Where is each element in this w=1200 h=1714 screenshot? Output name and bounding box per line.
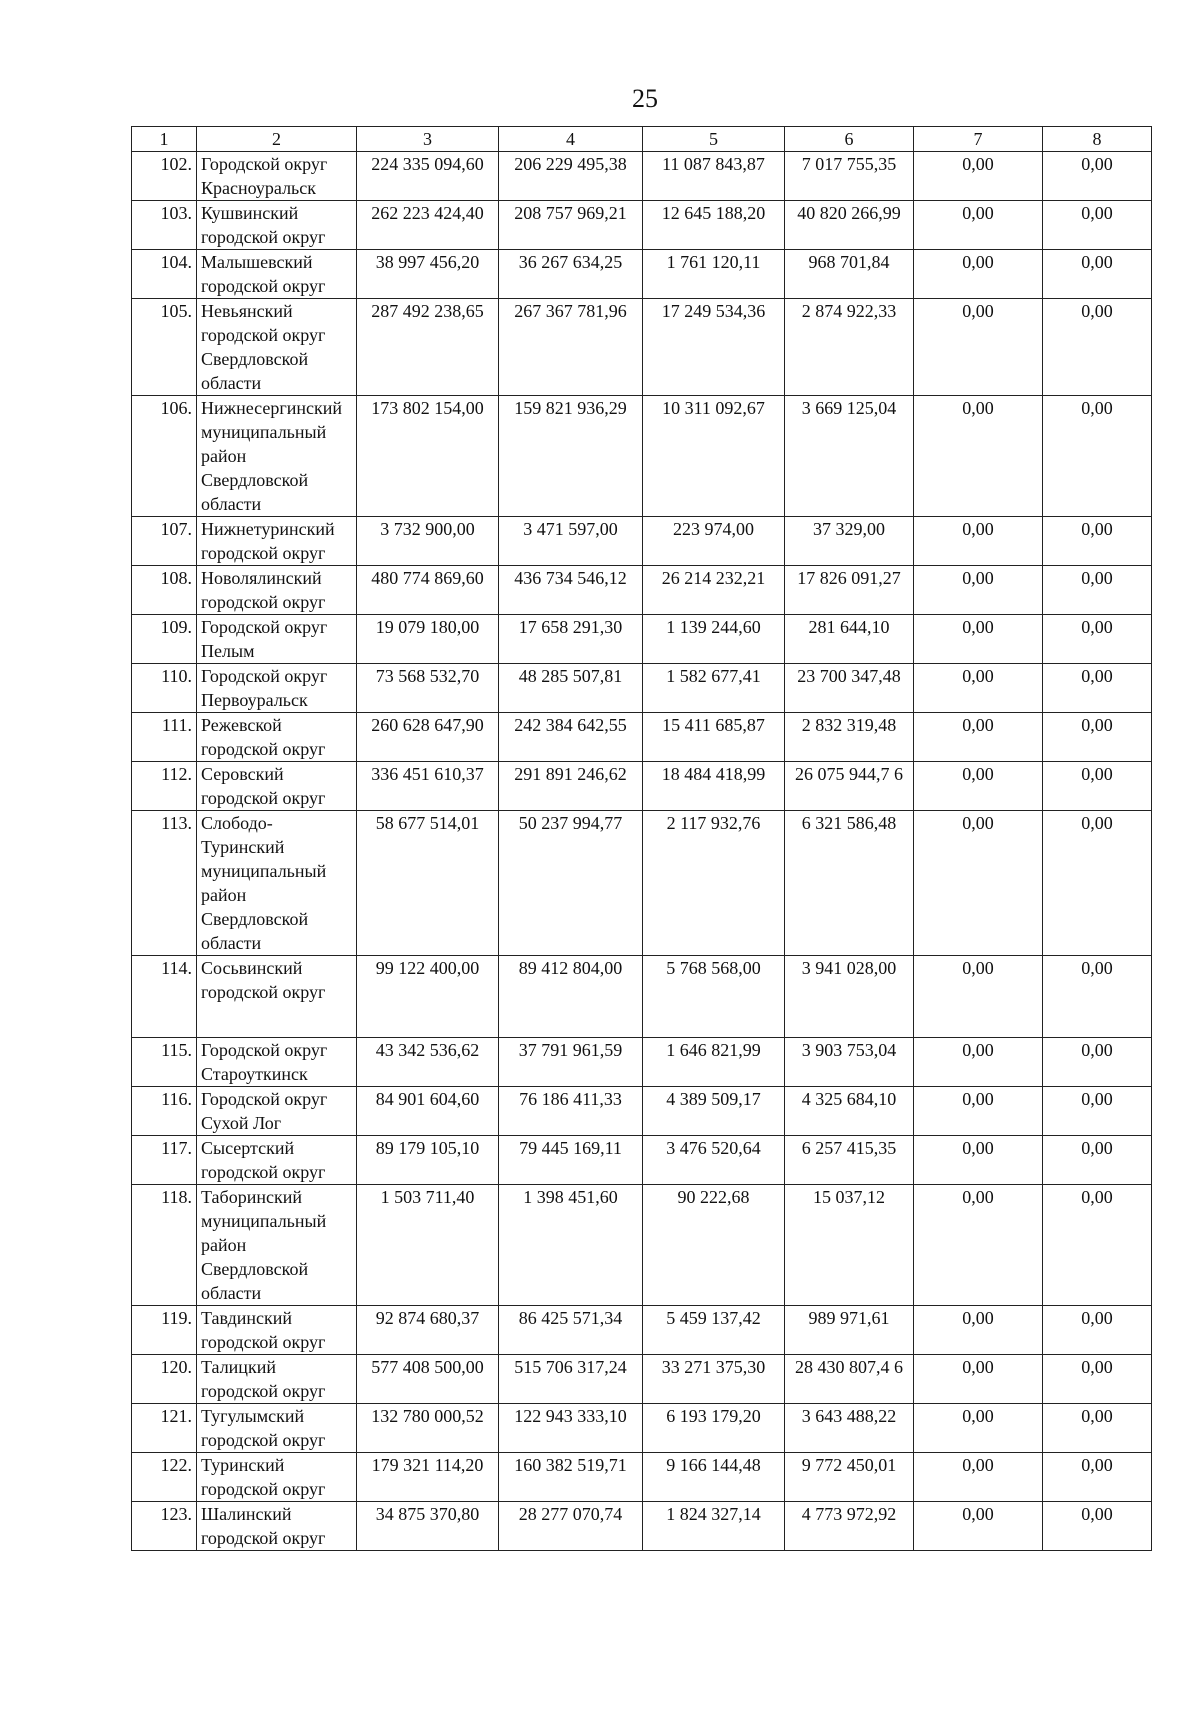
value-col-4: 160 382 519,71 (499, 1453, 643, 1502)
value-col-7: 0,00 (914, 152, 1043, 201)
table-row (132, 1404, 1152, 1453)
budget-table (131, 126, 1152, 1551)
value-col-5: 1 824 327,14 (643, 1502, 785, 1551)
municipality-name: Городской округ Сухой Лог (197, 1087, 357, 1136)
value-col-8: 0,00 (1043, 1306, 1152, 1355)
municipality-name: Городской округ Первоуральск (197, 664, 357, 713)
value-col-3: 73 568 532,70 (357, 664, 499, 713)
table-row (132, 615, 1152, 664)
value-col-3: 3 732 900,00 (357, 517, 499, 566)
table-row (132, 956, 1152, 1038)
value-col-5: 3 476 520,64 (643, 1136, 785, 1185)
value-col-3: 34 875 370,80 (357, 1502, 499, 1551)
value-col-4: 48 285 507,81 (499, 664, 643, 713)
column-header: 2 (197, 127, 357, 152)
column-header: 6 (785, 127, 914, 152)
municipality-name: Туринский городской округ (197, 1453, 357, 1502)
municipality-name: Сысертский городской округ (197, 1136, 357, 1185)
value-col-5: 1 646 821,99 (643, 1038, 785, 1087)
value-col-8: 0,00 (1043, 1355, 1152, 1404)
value-col-5: 26 214 232,21 (643, 566, 785, 615)
value-col-8: 0,00 (1043, 1136, 1152, 1185)
municipality-name: Режевской городской округ (197, 713, 357, 762)
value-col-6: 7 017 755,35 (785, 152, 914, 201)
municipality-name: Талицкий городской округ (197, 1355, 357, 1404)
value-col-7: 0,00 (914, 201, 1043, 250)
value-col-4: 36 267 634,25 (499, 250, 643, 299)
table-row (132, 1185, 1152, 1306)
value-col-7: 0,00 (914, 250, 1043, 299)
value-col-8: 0,00 (1043, 713, 1152, 762)
value-col-6: 2 874 922,33 (785, 299, 914, 396)
municipality-name: Кушвинский городской округ (197, 201, 357, 250)
row-number: 109. (132, 615, 197, 664)
value-col-3: 262 223 424,40 (357, 201, 499, 250)
table-row (132, 1038, 1152, 1087)
row-number: 120. (132, 1355, 197, 1404)
value-col-5: 1 761 120,11 (643, 250, 785, 299)
municipality-name: Городской округ Пелым (197, 615, 357, 664)
value-col-6: 9 772 450,01 (785, 1453, 914, 1502)
municipality-name: Малышевский городской округ (197, 250, 357, 299)
municipality-name: Сосьвинский городской округ (197, 956, 357, 1038)
row-number: 102. (132, 152, 197, 201)
municipality-name: Тугулымский городской округ (197, 1404, 357, 1453)
value-col-3: 480 774 869,60 (357, 566, 499, 615)
value-col-6: 28 430 807,4 6 (785, 1355, 914, 1404)
value-col-4: 515 706 317,24 (499, 1355, 643, 1404)
value-col-6: 989 971,61 (785, 1306, 914, 1355)
value-col-8: 0,00 (1043, 1453, 1152, 1502)
value-col-6: 2 832 319,48 (785, 713, 914, 762)
column-number-row (132, 127, 1152, 152)
value-col-3: 577 408 500,00 (357, 1355, 499, 1404)
municipality-name: Нижнетуринский городской округ (197, 517, 357, 566)
value-col-6: 6 321 586,48 (785, 811, 914, 956)
value-col-6: 37 329,00 (785, 517, 914, 566)
row-number: 117. (132, 1136, 197, 1185)
row-number: 113. (132, 811, 197, 956)
value-col-7: 0,00 (914, 1136, 1043, 1185)
value-col-7: 0,00 (914, 1453, 1043, 1502)
table-row (132, 664, 1152, 713)
value-col-7: 0,00 (914, 396, 1043, 517)
value-col-8: 0,00 (1043, 517, 1152, 566)
value-col-7: 0,00 (914, 762, 1043, 811)
value-col-4: 242 384 642,55 (499, 713, 643, 762)
value-col-7: 0,00 (914, 517, 1043, 566)
row-number: 108. (132, 566, 197, 615)
value-col-5: 18 484 418,99 (643, 762, 785, 811)
value-col-3: 260 628 647,90 (357, 713, 499, 762)
value-col-4: 208 757 969,21 (499, 201, 643, 250)
row-number: 106. (132, 396, 197, 517)
table-row (132, 1453, 1152, 1502)
municipality-name: Городской округ Красноуральск (197, 152, 357, 201)
row-number: 112. (132, 762, 197, 811)
value-col-5: 10 311 092,67 (643, 396, 785, 517)
municipality-name: Нижнесергинский муниципальный район Свердловской области (197, 396, 357, 517)
value-col-6: 3 903 753,04 (785, 1038, 914, 1087)
value-col-7: 0,00 (914, 664, 1043, 713)
value-col-3: 89 179 105,10 (357, 1136, 499, 1185)
value-col-3: 92 874 680,37 (357, 1306, 499, 1355)
row-number: 107. (132, 517, 197, 566)
value-col-3: 224 335 094,60 (357, 152, 499, 201)
value-col-6: 968 701,84 (785, 250, 914, 299)
municipality-name: Таборинский муниципальный район Свердловской области (197, 1185, 357, 1306)
value-col-4: 159 821 936,29 (499, 396, 643, 517)
value-col-8: 0,00 (1043, 152, 1152, 201)
row-number: 103. (132, 201, 197, 250)
value-col-5: 1 582 677,41 (643, 664, 785, 713)
value-col-8: 0,00 (1043, 1185, 1152, 1306)
column-header: 5 (643, 127, 785, 152)
table-row (132, 152, 1152, 201)
value-col-7: 0,00 (914, 1355, 1043, 1404)
value-col-8: 0,00 (1043, 299, 1152, 396)
table-row (132, 250, 1152, 299)
value-col-3: 287 492 238,65 (357, 299, 499, 396)
row-number: 123. (132, 1502, 197, 1551)
table-row (132, 762, 1152, 811)
row-number: 121. (132, 1404, 197, 1453)
table-row (132, 566, 1152, 615)
value-col-8: 0,00 (1043, 1502, 1152, 1551)
row-number: 122. (132, 1453, 197, 1502)
value-col-7: 0,00 (914, 1185, 1043, 1306)
municipality-name: Тавдинский городской округ (197, 1306, 357, 1355)
value-col-3: 132 780 000,52 (357, 1404, 499, 1453)
municipality-name: Серовский городской округ (197, 762, 357, 811)
value-col-3: 99 122 400,00 (357, 956, 499, 1038)
table-row (132, 201, 1152, 250)
column-header: 7 (914, 127, 1043, 152)
value-col-5: 15 411 685,87 (643, 713, 785, 762)
value-col-8: 0,00 (1043, 396, 1152, 517)
value-col-7: 0,00 (914, 1087, 1043, 1136)
municipality-name: Городской округ Староуткинск (197, 1038, 357, 1087)
value-col-5: 12 645 188,20 (643, 201, 785, 250)
value-col-7: 0,00 (914, 299, 1043, 396)
value-col-4: 37 791 961,59 (499, 1038, 643, 1087)
value-col-6: 23 700 347,48 (785, 664, 914, 713)
value-col-7: 0,00 (914, 811, 1043, 956)
table-row (132, 1136, 1152, 1185)
value-col-5: 11 087 843,87 (643, 152, 785, 201)
table-row (132, 1306, 1152, 1355)
table-row (132, 713, 1152, 762)
value-col-6: 6 257 415,35 (785, 1136, 914, 1185)
value-col-6: 3 941 028,00 (785, 956, 914, 1038)
value-col-4: 206 229 495,38 (499, 152, 643, 201)
table-row (132, 811, 1152, 956)
page-number: 25 (632, 84, 658, 113)
table-row (132, 396, 1152, 517)
value-col-5: 5 768 568,00 (643, 956, 785, 1038)
value-col-5: 33 271 375,30 (643, 1355, 785, 1404)
value-col-3: 58 677 514,01 (357, 811, 499, 956)
value-col-7: 0,00 (914, 566, 1043, 615)
column-header: 3 (357, 127, 499, 152)
value-col-4: 1 398 451,60 (499, 1185, 643, 1306)
value-col-3: 43 342 536,62 (357, 1038, 499, 1087)
value-col-3: 336 451 610,37 (357, 762, 499, 811)
value-col-4: 267 367 781,96 (499, 299, 643, 396)
value-col-7: 0,00 (914, 713, 1043, 762)
value-col-8: 0,00 (1043, 1038, 1152, 1087)
row-number: 105. (132, 299, 197, 396)
value-col-4: 76 186 411,33 (499, 1087, 643, 1136)
municipality-name: Невьянский городской округ Свердловской области (197, 299, 357, 396)
value-col-3: 1 503 711,40 (357, 1185, 499, 1306)
row-number: 116. (132, 1087, 197, 1136)
value-col-5: 2 117 932,76 (643, 811, 785, 956)
value-col-4: 28 277 070,74 (499, 1502, 643, 1551)
value-col-3: 19 079 180,00 (357, 615, 499, 664)
value-col-4: 291 891 246,62 (499, 762, 643, 811)
row-number: 114. (132, 956, 197, 1038)
value-col-8: 0,00 (1043, 250, 1152, 299)
value-col-8: 0,00 (1043, 1087, 1152, 1136)
table-row (132, 517, 1152, 566)
value-col-3: 179 321 114,20 (357, 1453, 499, 1502)
value-col-7: 0,00 (914, 1306, 1043, 1355)
row-number: 111. (132, 713, 197, 762)
value-col-6: 26 075 944,7 6 (785, 762, 914, 811)
value-col-4: 89 412 804,00 (499, 956, 643, 1038)
value-col-4: 436 734 546,12 (499, 566, 643, 615)
value-col-3: 84 901 604,60 (357, 1087, 499, 1136)
table-row (132, 1355, 1152, 1404)
table-row (132, 299, 1152, 396)
value-col-3: 173 802 154,00 (357, 396, 499, 517)
value-col-8: 0,00 (1043, 1404, 1152, 1453)
value-col-8: 0,00 (1043, 762, 1152, 811)
value-col-8: 0,00 (1043, 615, 1152, 664)
value-col-5: 9 166 144,48 (643, 1453, 785, 1502)
value-col-7: 0,00 (914, 956, 1043, 1038)
value-col-5: 5 459 137,42 (643, 1306, 785, 1355)
value-col-4: 3 471 597,00 (499, 517, 643, 566)
value-col-5: 6 193 179,20 (643, 1404, 785, 1453)
table-row (132, 1502, 1152, 1551)
value-col-6: 3 643 488,22 (785, 1404, 914, 1453)
value-col-6: 17 826 091,27 (785, 566, 914, 615)
value-col-7: 0,00 (914, 615, 1043, 664)
column-header: 4 (499, 127, 643, 152)
value-col-5: 17 249 534,36 (643, 299, 785, 396)
value-col-6: 3 669 125,04 (785, 396, 914, 517)
row-number: 115. (132, 1038, 197, 1087)
value-col-6: 15 037,12 (785, 1185, 914, 1306)
row-number: 104. (132, 250, 197, 299)
value-col-6: 4 325 684,10 (785, 1087, 914, 1136)
row-number: 110. (132, 664, 197, 713)
value-col-8: 0,00 (1043, 811, 1152, 956)
value-col-4: 122 943 333,10 (499, 1404, 643, 1453)
value-col-5: 223 974,00 (643, 517, 785, 566)
municipality-name: Новолялинский городской округ (197, 566, 357, 615)
value-col-8: 0,00 (1043, 566, 1152, 615)
value-col-4: 79 445 169,11 (499, 1136, 643, 1185)
table-row (132, 1087, 1152, 1136)
value-col-4: 17 658 291,30 (499, 615, 643, 664)
value-col-7: 0,00 (914, 1038, 1043, 1087)
value-col-4: 50 237 994,77 (499, 811, 643, 956)
value-col-8: 0,00 (1043, 201, 1152, 250)
value-col-4: 86 425 571,34 (499, 1306, 643, 1355)
column-header: 1 (132, 127, 197, 152)
value-col-8: 0,00 (1043, 664, 1152, 713)
column-header: 8 (1043, 127, 1152, 152)
municipality-name: Слободо- Туринский муниципальный район Свердловской области (197, 811, 357, 956)
value-col-8: 0,00 (1043, 956, 1152, 1038)
row-number: 119. (132, 1306, 197, 1355)
value-col-3: 38 997 456,20 (357, 250, 499, 299)
value-col-7: 0,00 (914, 1404, 1043, 1453)
value-col-5: 1 139 244,60 (643, 615, 785, 664)
municipality-name: Шалинский городской округ (197, 1502, 357, 1551)
value-col-7: 0,00 (914, 1502, 1043, 1551)
value-col-5: 90 222,68 (643, 1185, 785, 1306)
value-col-6: 40 820 266,99 (785, 201, 914, 250)
row-number: 118. (132, 1185, 197, 1306)
value-col-6: 281 644,10 (785, 615, 914, 664)
value-col-6: 4 773 972,92 (785, 1502, 914, 1551)
value-col-5: 4 389 509,17 (643, 1087, 785, 1136)
